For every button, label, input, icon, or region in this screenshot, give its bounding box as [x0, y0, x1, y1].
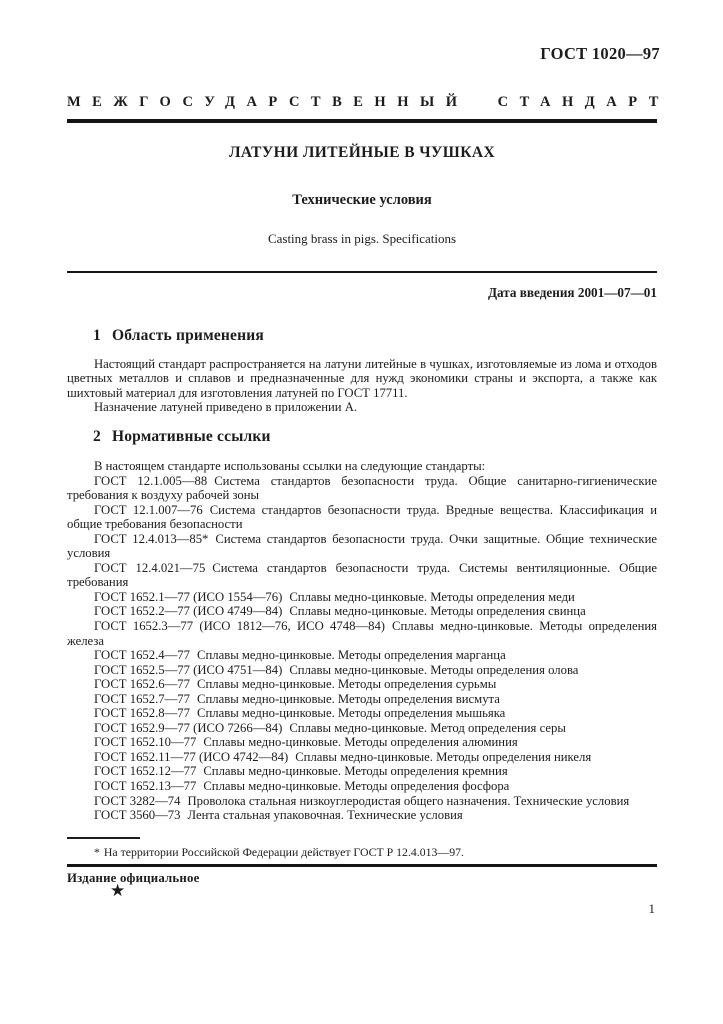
section-number: 2 [93, 428, 101, 445]
reference-title: Система стандартов безопасности труда. Вредные вещества. Классификация и общие требования безопасности [67, 502, 657, 532]
reference-item [67, 648, 657, 663]
reference-title: Сплавы медно-цинковые. Методы определения сурьмы [197, 677, 497, 692]
paragraph: Назначение латуней приведено в приложении А. [94, 400, 358, 415]
footer-rule [67, 864, 657, 867]
section-2-heading [93, 428, 271, 446]
reference-item [67, 677, 657, 692]
reference-item [67, 735, 657, 750]
reference-item [67, 764, 657, 779]
reference-designation: ГОСТ 1652.5—77 (ИСО 4751—84) [94, 662, 283, 677]
reference-item [67, 590, 657, 605]
reference-item [67, 474, 657, 503]
reference-designation: ГОСТ 1652.13—77 [94, 779, 197, 794]
reference-item [67, 750, 657, 765]
reference-item [67, 561, 657, 590]
reference-designation: ГОСТ 3282—74 [94, 793, 181, 808]
star-icon: ★ [110, 881, 126, 900]
reference-title: Лента стальная упаковочная. Технические условия [187, 808, 463, 823]
reference-item [67, 619, 657, 648]
reference-title: Сплавы медно-цинковые. Метод определения серы [289, 720, 566, 735]
reference-item [67, 779, 657, 794]
reference-title: Сплавы медно-цинковые. Методы определения никеля [295, 749, 592, 764]
reference-designation: ГОСТ 1652.1—77 (ИСО 1554—76) [94, 589, 283, 604]
reference-item [67, 794, 657, 809]
reference-title: Проволока стальная низкоуглеродистая общего назначения. Технические условия [187, 793, 630, 808]
standard-type-label: МЕЖГОСУДАРСТВЕННЫЙ СТАНДАРТ [67, 94, 670, 110]
standard-type-banner [67, 93, 670, 123]
reference-title: Сплавы медно-цинковые. Методы определения алюминия [203, 735, 518, 750]
footnote-separator [67, 837, 140, 839]
footnote-text: На территории Российской Федерации действует ГОСТ Р 12.4.013—97. [103, 845, 464, 859]
section-1-body [67, 357, 657, 415]
reference-title: Сплавы медно-цинковые. Методы определения свинца [289, 604, 586, 619]
reference-title: Сплавы медно-цинковые. Методы определения железа [67, 619, 657, 648]
reference-designation: ГОСТ 1652.10—77 [94, 735, 197, 750]
reference-item [67, 721, 657, 736]
reference-item [67, 663, 657, 678]
document-title: ЛАТУНИ ЛИТЕЙНЫЕ В ЧУШКАХ [228, 144, 496, 161]
reference-designation: ГОСТ 3560—73 [94, 808, 181, 823]
reference-item [67, 532, 657, 561]
divider-rule [67, 271, 657, 273]
reference-designation: ГОСТ 1652.3—77 (ИСО 1812—76, ИСО 4748—84) [94, 619, 386, 634]
reference-title: Сплавы медно-цинковые. Методы определения меди [289, 589, 575, 604]
reference-designation: ГОСТ 12.4.013—85* [94, 531, 209, 546]
reference-designation: ГОСТ 1652.7—77 [94, 691, 190, 706]
edition-note: Издание официальное [67, 871, 200, 885]
reference-title: Сплавы медно-цинковые. Методы определения кремния [203, 764, 508, 779]
reference-title: Сплавы медно-цинковые. Методы определения марганца [197, 648, 506, 663]
reference-designation: ГОСТ 1652.6—77 [94, 677, 190, 692]
reference-designation: ГОСТ 12.1.005—88 [94, 473, 208, 488]
reference-designation: ГОСТ 12.1.007—76 [94, 502, 203, 517]
footnote-marker: * [94, 845, 100, 859]
effective-date: Дата введения 2001—07—01 [487, 285, 657, 300]
page-number: 1 [648, 901, 655, 916]
section-2-body [67, 459, 657, 823]
reference-title: Система стандартов безопасности труда. Общие санитарно-гигиенические требования к воздуху рабочей зоны [67, 473, 657, 503]
reference-designation: ГОСТ 1652.11—77 (ИСО 4742—84) [94, 749, 289, 764]
reference-item [67, 692, 657, 707]
reference-designation: ГОСТ 1652.4—77 [94, 648, 190, 663]
reference-designation: ГОСТ 1652.8—77 [94, 706, 190, 721]
section-number: 1 [93, 327, 101, 344]
reference-designation: ГОСТ 1652.2—77 (ИСО 4749—84) [94, 604, 283, 619]
reference-title: Сплавы медно-цинковые. Методы определения олова [289, 662, 579, 677]
paragraph: Настоящий стандарт распространяется на латуни литейные в чушках, изготовляемые из лома и отходов цветных металлов и сплавов и предназначенные для нужд экономики страны и экспорта, а также как шихтовый материал для изготовления латуней по ГОСТ 17711. [67, 357, 657, 400]
references-intro: В настоящем стандарте использованы ссылки на следующие стандарты: [94, 459, 486, 473]
reference-item [67, 706, 657, 721]
section-1-heading [93, 327, 264, 345]
reference-item [67, 808, 657, 823]
section-title: Область применения [111, 327, 264, 344]
reference-designation: ГОСТ 1652.9—77 (ИСО 7266—84) [94, 720, 283, 735]
document-number: ГОСТ 1020—97 [540, 44, 660, 63]
reference-designation: ГОСТ 1652.12—77 [94, 764, 197, 779]
reference-title: Сплавы медно-цинковые. Методы определения висмута [197, 691, 500, 706]
reference-title: Сплавы медно-цинковые. Методы определения фосфора [203, 779, 510, 794]
reference-title: Система стандартов безопасности труда. Очки защитные. Общие технические условия [67, 531, 657, 561]
reference-item [67, 503, 657, 532]
document-subtitle: Технические условия [292, 192, 432, 208]
document-title-english: Casting brass in pigs. Specifications [267, 231, 457, 246]
reference-designation: ГОСТ 12.4.021—75 [94, 560, 206, 575]
reference-item [67, 604, 657, 619]
section-title: Нормативные ссылки [111, 428, 271, 445]
footnote [67, 845, 657, 860]
references-list [67, 474, 657, 823]
reference-title: Система стандартов безопасности труда. Системы вентиляционные. Общие требования [67, 560, 657, 590]
reference-title: Сплавы медно-цинковые. Методы определения мышьяка [197, 706, 506, 721]
